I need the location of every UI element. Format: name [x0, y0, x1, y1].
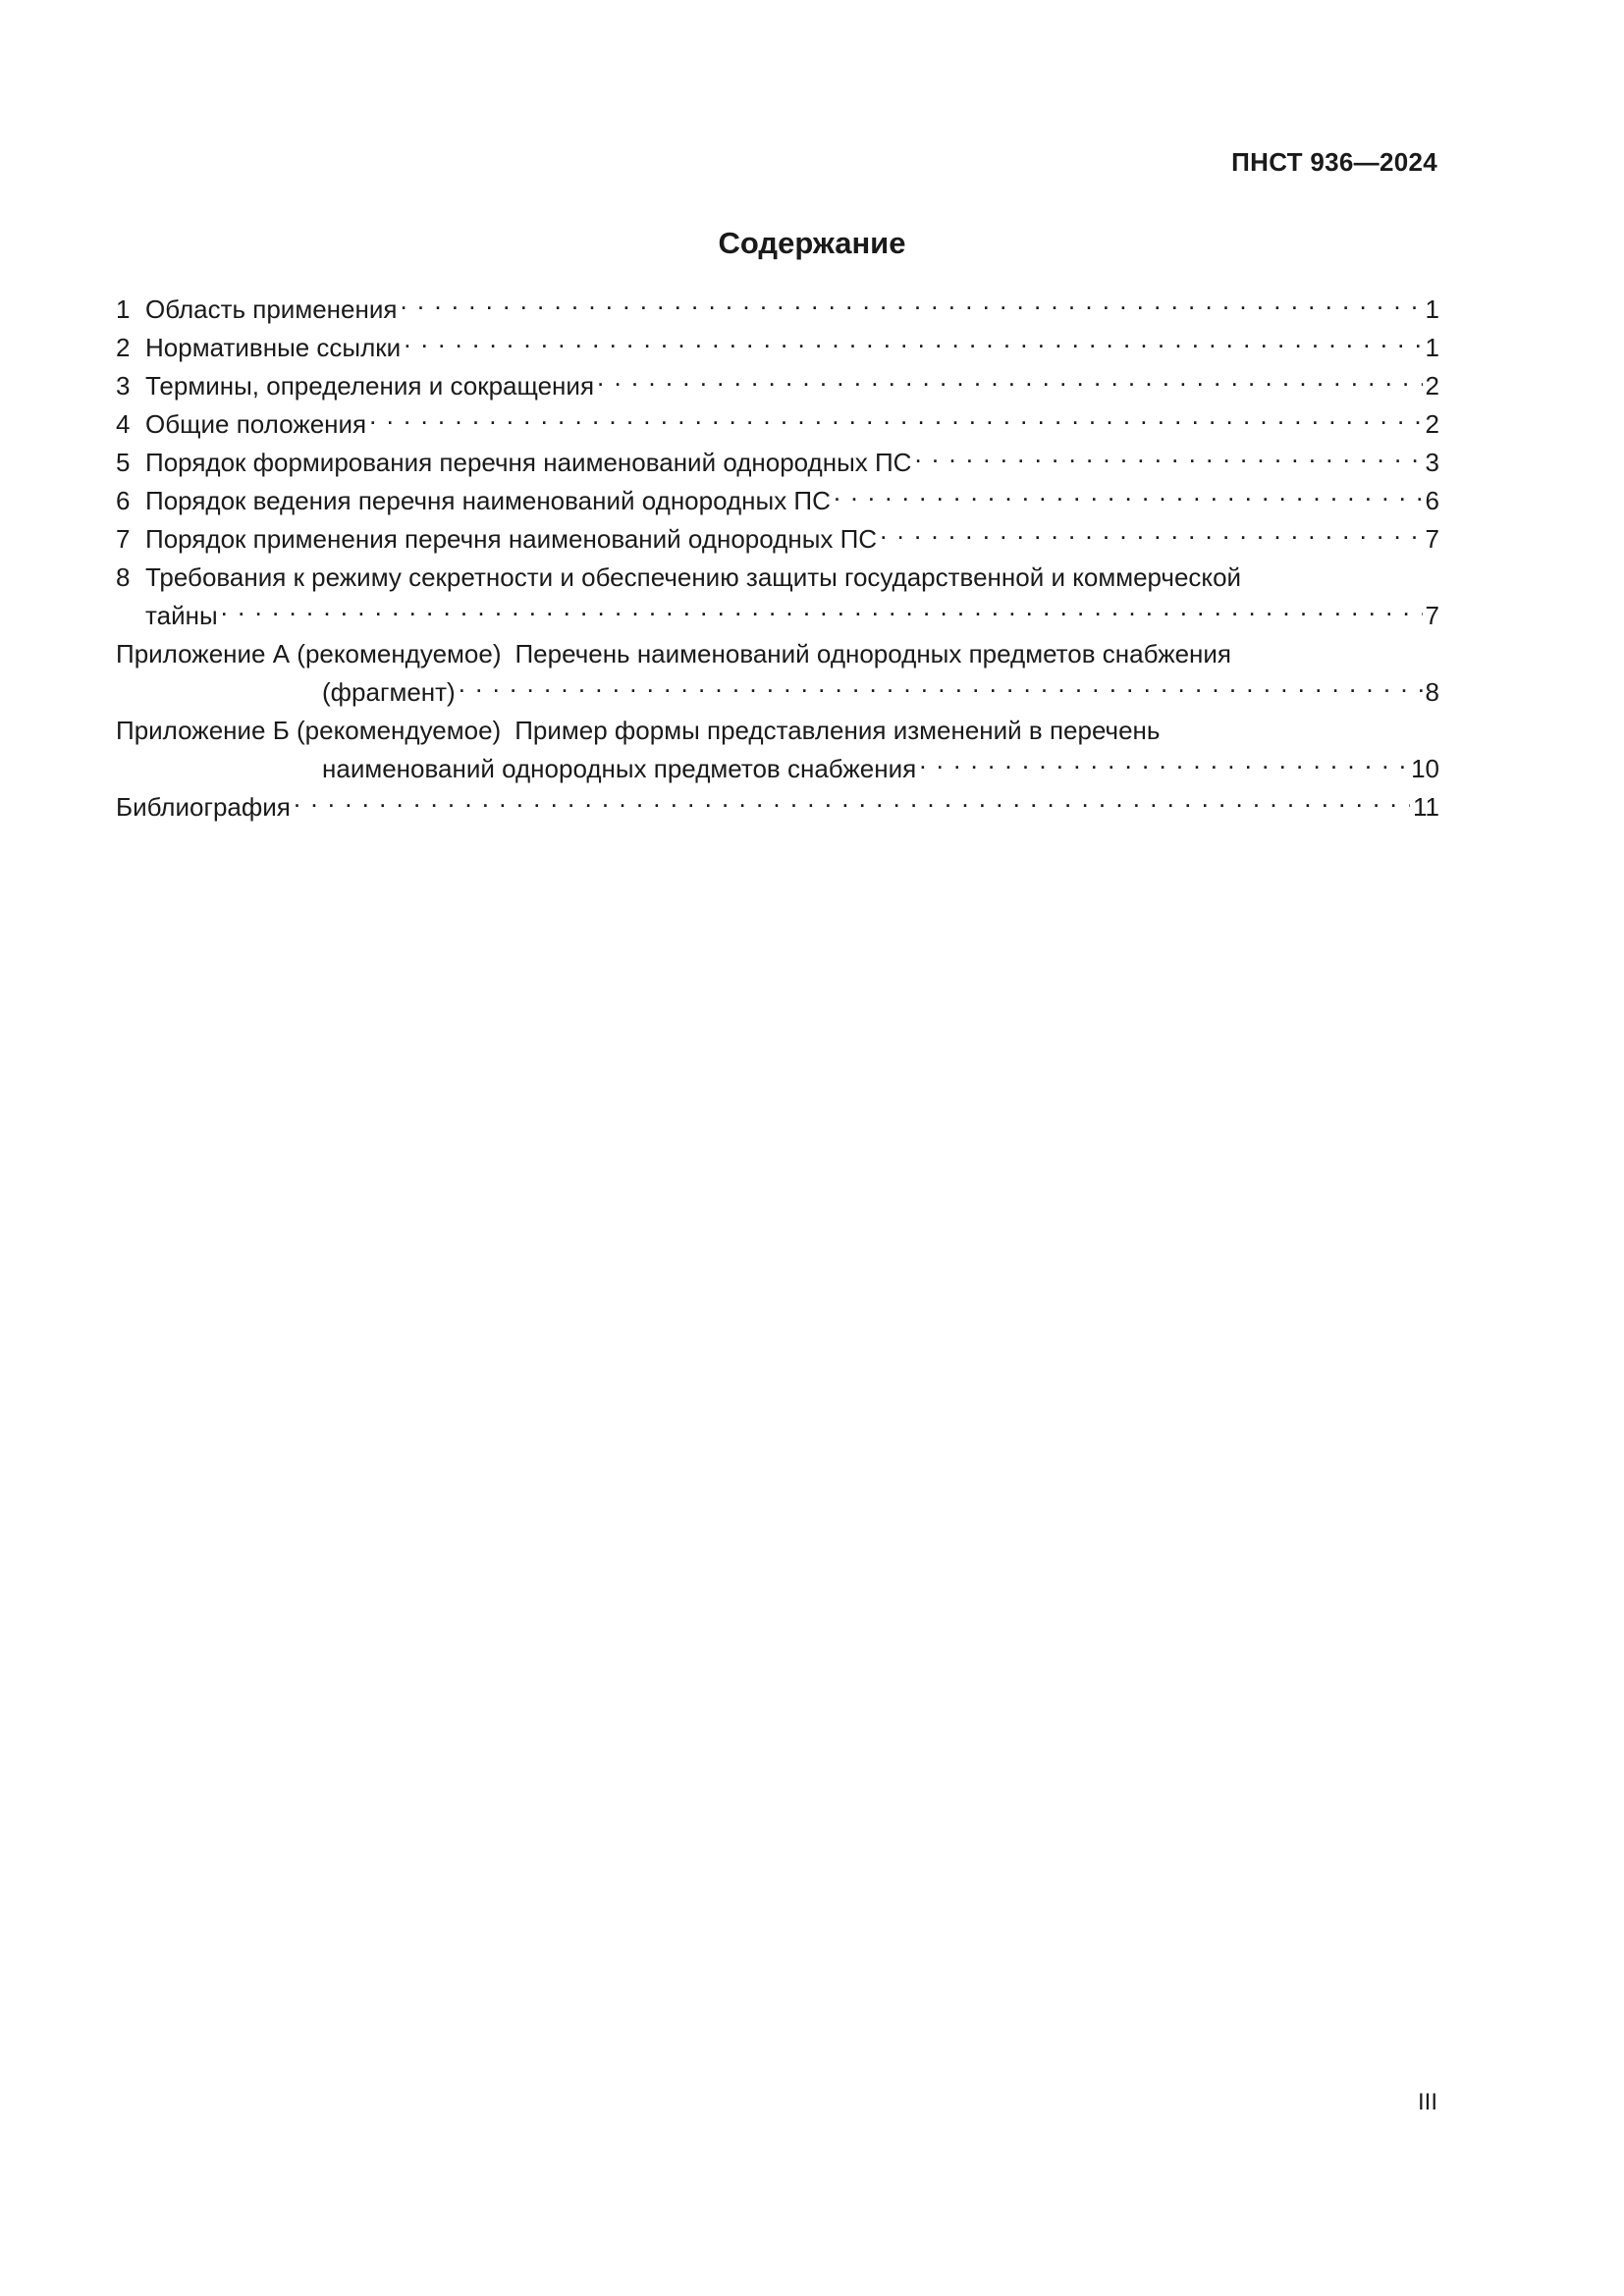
toc-entry-number: 2: [116, 333, 131, 362]
appendix-title-line-1: Пример формы представления изменений в перечень: [514, 716, 1161, 745]
toc-entry-page: 2: [1425, 371, 1439, 400]
appendix-page: 10: [1411, 754, 1439, 783]
dot-leader: [400, 293, 1422, 318]
toc-entry-title: Термины, определения и сокращения: [145, 371, 595, 400]
toc-entry-title: Порядок формирования перечня наименований однородных ПС: [145, 448, 912, 477]
toc-entry-number: 7: [116, 524, 131, 554]
appendix-title-line-1: Перечень наименований однородных предметов снабжения: [514, 639, 1232, 668]
toc-entry-title: Общие положения: [145, 409, 367, 439]
toc-entry-7[interactable]: [116, 520, 1439, 559]
bibliography-page: 11: [1413, 792, 1439, 822]
dot-leader: [294, 790, 1410, 816]
toc-entry-number: 3: [116, 371, 131, 400]
toc-entry-title: Нормативные ссылки: [145, 333, 402, 362]
toc-entry-page: 6: [1425, 486, 1439, 515]
dot-leader: [221, 599, 1423, 624]
toc-entry-number: 1: [116, 294, 131, 324]
dot-leader: [919, 752, 1408, 777]
dot-leader: [459, 675, 1423, 701]
toc-entry-page: 1: [1425, 294, 1439, 324]
toc-entry-1[interactable]: [116, 291, 1439, 329]
toc-appendix-b[interactable]: [116, 712, 1439, 788]
toc-entry-8[interactable]: [116, 559, 1439, 635]
toc-entry-number: 4: [116, 409, 131, 439]
toc-entry-5[interactable]: [116, 444, 1439, 482]
dot-leader: [914, 446, 1422, 471]
toc-entry-page: 2: [1425, 409, 1439, 439]
dot-leader: [404, 331, 1422, 356]
appendix-label: Приложение Б (рекомендуемое): [116, 716, 502, 745]
toc-entry-title-line-1: Требования к режиму секретности и обеспечению защиты государственной и коммерческой: [145, 562, 1242, 592]
toc-entry-6[interactable]: [116, 482, 1439, 520]
toc-entry-title: Порядок ведения перечня наименований однородных ПС: [145, 486, 831, 515]
toc-entry-3[interactable]: [116, 367, 1439, 405]
toc-entry-title: Порядок применения перечня наименований однородных ПС: [145, 524, 878, 554]
toc-entry-number: 6: [116, 486, 131, 515]
toc-appendix-a[interactable]: [116, 635, 1439, 712]
toc-bibliography[interactable]: [116, 788, 1439, 827]
dot-leader: [880, 522, 1422, 548]
dot-leader: [369, 407, 1422, 433]
toc-entry-title-line-2: тайны: [145, 601, 218, 630]
toc-entry-page: 7: [1425, 524, 1439, 554]
bibliography-title: Библиография: [116, 792, 291, 822]
toc-entry-title: Область применения: [145, 294, 398, 324]
dot-leader: [597, 369, 1423, 395]
appendix-label: Приложение А (рекомендуемое): [116, 639, 502, 668]
toc-entry-page: 1: [1425, 333, 1439, 362]
dot-leader: [834, 484, 1423, 509]
appendix-page: 8: [1425, 677, 1439, 707]
page-number: III: [1417, 2089, 1437, 2115]
table-of-contents: [116, 291, 1439, 827]
appendix-title-line-2: наименований однородных предметов снабжения: [322, 754, 917, 783]
toc-entry-number: 5: [116, 448, 131, 477]
toc-entry-number: 8: [116, 562, 131, 592]
appendix-title-line-2: (фрагмент): [322, 677, 456, 707]
toc-entry-2[interactable]: [116, 329, 1439, 367]
toc-entry-page: 7: [1425, 601, 1439, 630]
toc-entry-4[interactable]: [116, 405, 1439, 444]
toc-title: Содержание: [718, 226, 906, 260]
toc-entry-page: 3: [1425, 448, 1439, 477]
document-code: ПНСТ 936—2024: [1231, 147, 1437, 177]
